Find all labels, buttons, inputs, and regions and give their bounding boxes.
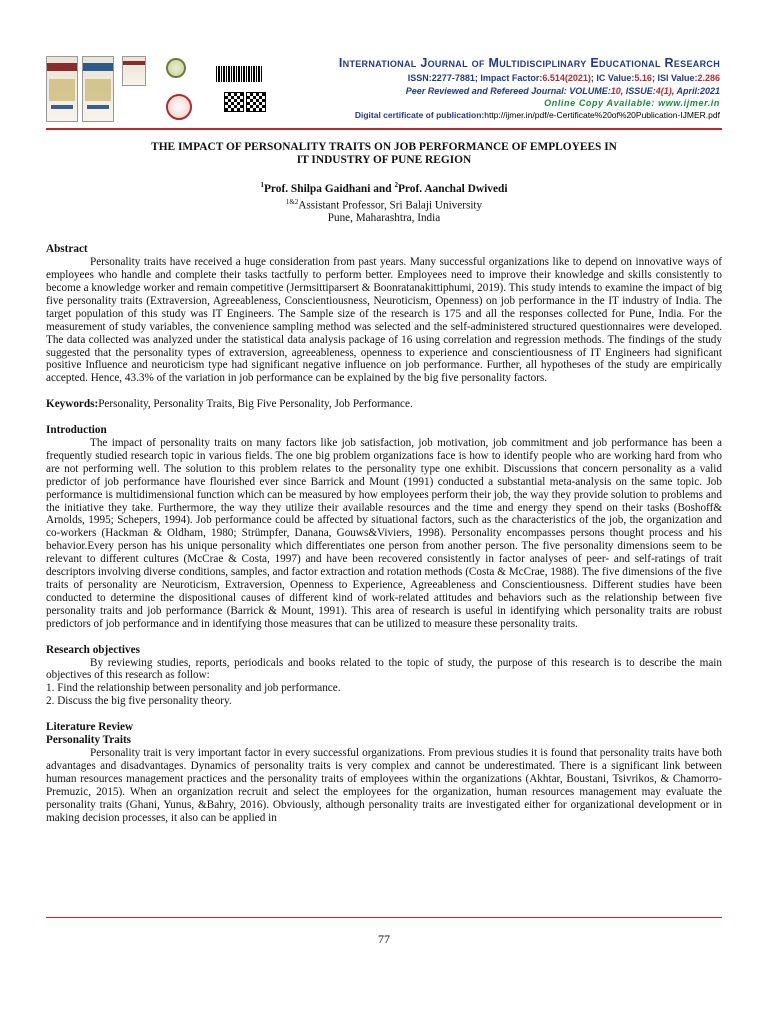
header-rule — [46, 128, 722, 130]
barcode — [216, 66, 262, 82]
personality-traits-subheading: Personality Traits — [46, 734, 132, 747]
introduction-heading: Introduction — [46, 424, 107, 437]
journal-cover-image — [82, 56, 114, 122]
list-item: 1. Find the relationship between personality and job performance. — [46, 682, 341, 695]
qr-code — [224, 92, 244, 112]
emblem-seal — [166, 94, 192, 120]
issn-line: ISSN:2277-7881; Impact Factor:6.514(2021); IC Value:5.16; ISI Value:2.286 — [407, 73, 720, 83]
abstract-heading: Abstract — [46, 243, 88, 256]
objectives-heading: Research objectives — [46, 643, 140, 656]
ijmer-logo — [122, 56, 146, 86]
certificate-line[interactable]: Digital certificate of publication:http://ijmer.in/pdf/e-Certificate%20of%20Publication-IJMER.pdf — [354, 110, 720, 120]
keywords: Keywords:Personality, Personality Traits, Big Five Personality, Job Performance. — [46, 398, 413, 411]
paper-title: THE IMPACT OF PERSONALITY TRAITS ON JOB PERFORMANCE OF EMPLOYEES IN IT INDUSTRY OF PUNE REGION — [151, 141, 617, 166]
page-number: 77 — [378, 932, 390, 946]
emblem-seal — [166, 58, 186, 78]
abstract-text: Personality traits have received a huge consideration from past years. Many successful organizations like to depend on innovative ways of employees who handle and complete their tasks tactfully to perform better. Employees need to improve their knowledge and skills consistently to become a knowledge worker and remain competitive (Jermsittiparsert & Boonratanakittiphumi, 2019). This study intends to examine the impact of big five personality traits (Extraversion, Agreeableness, Conscientiousness, Neuroticism, Openness) on job performance in the IT industry of India. The target population of this study was IT Engineers. The Sample size of the research is 175 and all the responses collected for Pune, India. For the measurement of study variables, the convenience sampling method was selected and the self-administered structured questionnaires were developed. The data collected was analyzed under the statistical data analysis package of 16 using correlation and regression methods. The findings of the study suggested that the personality types of extraversion, agreeableness, openness to experience and conscientiousness of IT Engineers had significant positive Influence and neuroticism type had significant negative influence on job performance. Further, all hypotheses of the study are empirically accepted. Hence, 43.3% of the variation in job performance can be explained by the big five personality factors. — [46, 256, 722, 385]
qr-code — [246, 92, 266, 112]
online-copy-line[interactable]: Online Copy Available: www.ijmer.in — [544, 98, 720, 108]
journal-title: International Journal of Multidisciplinary Educational Research — [338, 56, 720, 70]
objectives-text: By reviewing studies, reports, periodicals and books related to the topic of study, the purpose of this research is to describe the main objectives of this research as follow: — [46, 656, 722, 682]
volume-line: Peer Reviewed and Refereed Journal: VOLUME:10, ISSUE:4(1), April:2021 — [405, 86, 720, 96]
footer-rule — [46, 917, 722, 918]
list-item: 2. Discuss the big five personality theory. — [46, 695, 232, 708]
journal-header — [46, 56, 722, 122]
journal-cover-image — [46, 56, 78, 122]
paper-body — [46, 141, 722, 824]
paper-authors: $^1$Prof. Shilpa Gaidhani and $^2$Prof. Aanchal Dwivedi — [260, 181, 508, 195]
literature-text: Personality trait is very important factor in every successful organizations. From previous studies it is found that personality traits have both advantages and disadvantages. Dynamics of personality traits is very complex and cannot be underestimated. There is a significant link between human resources management practices and the personality traits of employees within the organizations (Akhtar, Boustani, Tsivrikos, & Chamorro-Premuzic, 2015). When an organization recruit and select the employees for the organization, human resources management may evaluate the personality traits (Ghani, Yunus, &Bahry, 2016). Obviously, although personality traits are investigated either for organizational development or in making decision processes, it also can be applied in — [46, 746, 722, 824]
paper-affiliation: $^{1\&2}$Assistant Professor, Sri Balaji University Pune, Maharashtra, India — [285, 197, 483, 225]
literature-heading: Literature Review — [46, 721, 134, 734]
introduction-text: The impact of personality traits on many factors like job satisfaction, job motivation, job commitment and job performance has been a frequently studied research topic in various fields. The one big problem organizations face is how to identify people who are working hard from who are not performing well. The solution to this problem relates to the personality type one exhibit. Discussions that concern personality as a valid predictor of job performance have flourished ever since Barrick and Mount (1991) conducted a substantial meta-analysis on the same topic. Job performance is multidimensional function which can be measured by how employees perform their job, the way they provide solution to problems and the initiative they take. Furthermore, the way they utilize their available resources and the time and energy they spend on their tasks (Boshoff& Arnolds, 1995; Schepers, 1994). Job performance could be affected by situational factors, such as the characteristics of the job, the organization and co-workers (Hackman & Oldham, 1980; Strümpfer, Danana, Gouws&Viviers, 1998). Personality encompasses persons thought process and his behavior.Every person has his unique personality which differentiates one person from another person. The five personality dimensions seem to be relevant to different cultures (McCrae & Costa, 1997) and have been recovered consistently in factor analyses of peer- and self-ratings of trait descriptors involving diverse conditions, samples, and factor extraction and rotation methods (Costa & McCrae, 1988). The five dimensions of the five traits of personality are Neuroticism, Extraversion, Openness to Experience, Agreeableness and Conscientiousness. Different studies have been conducted to determine the dispositional causes of different kind of work-related attitudes and behaviors such as the relationship between five personality traits and job performance (Barrick & Mount, 1991). This area of research is useful in identifying which personality traits are robust predictors of job performance and in identifying those measures that can be utilized to measure these personality traits. — [46, 437, 722, 630]
